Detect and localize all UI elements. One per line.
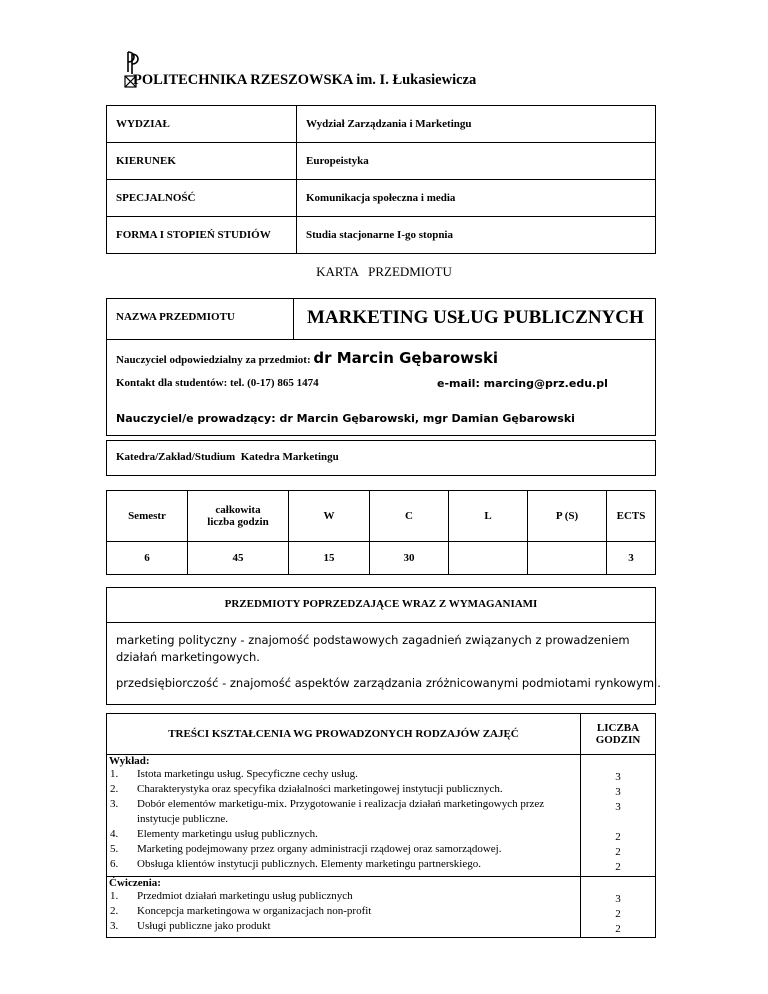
- info-row-faculty: [107, 106, 656, 143]
- faculty-info-table: [106, 105, 656, 254]
- value-cell: 6: [107, 542, 188, 575]
- info-value: Komunikacja społeczna i media: [297, 180, 656, 217]
- hours-header-row: [107, 491, 656, 542]
- item-number: 1.: [110, 768, 119, 780]
- item-text: Przedmiot działań marketingu usług publicznych: [137, 890, 353, 902]
- item-number: 1.: [110, 890, 119, 902]
- value-cell: 45: [188, 542, 289, 575]
- hours-value: 3: [615, 771, 621, 783]
- list-item: [107, 842, 580, 857]
- item-number: 6.: [110, 858, 119, 870]
- prerequisite-item: przedsiębiorczość - znajomość aspektów zarządzania zróżnicowanymi podmiotami rynkowymi.: [116, 676, 661, 690]
- header-cell: C: [370, 491, 449, 542]
- item-number: 2.: [110, 905, 119, 917]
- list-item: [107, 767, 580, 782]
- hours-value: 2: [615, 923, 621, 935]
- department: Katedra/Zakład/Studium Katedra Marketingu: [116, 451, 339, 463]
- responsible-teacher: [116, 349, 498, 367]
- contact-email: e-mail: marcing@prz.edu.pl: [437, 377, 608, 390]
- list-item: [107, 797, 580, 827]
- info-row-field: [107, 143, 656, 180]
- value-cell: 30: [370, 542, 449, 575]
- hours-table: [106, 490, 656, 575]
- list-item: [107, 904, 580, 919]
- item-number: 5.: [110, 843, 119, 855]
- exercises-hours: [581, 877, 656, 938]
- value-cell: 3: [607, 542, 656, 575]
- list-item: [107, 889, 580, 904]
- info-key: FORMA I STOPIEŃ STUDIÓW: [107, 217, 297, 254]
- value-cell: [528, 542, 607, 575]
- list-item: [107, 782, 580, 797]
- divider: [107, 339, 655, 340]
- info-row-specialty: [107, 180, 656, 217]
- header-cell: W: [289, 491, 370, 542]
- item-text: Elementy marketingu usług publicznych.: [137, 828, 318, 840]
- hours-value: 2: [615, 846, 621, 858]
- teachers-list: Nauczyciel/e prowadzący: dr Marcin Gębarowski, mgr Damian Gębarowski: [116, 412, 575, 425]
- header-cell: P (S): [528, 491, 607, 542]
- document-title: KARTA PRZEDMIOTU: [316, 264, 452, 279]
- info-key: WYDZIAŁ: [107, 106, 297, 143]
- item-text: Koncepcja marketingowa w organizacjach non-profit: [137, 905, 372, 917]
- item-text: Usługi publiczne jako produkt: [137, 920, 271, 932]
- header-cell: L: [449, 491, 528, 542]
- info-row-study-form: [107, 217, 656, 254]
- info-value: Wydział Zarządzania i Marketingu: [297, 106, 656, 143]
- item-number: 4.: [110, 828, 119, 840]
- info-value: Europeistyka: [297, 143, 656, 180]
- list-item: [107, 857, 580, 872]
- hours-value: 2: [615, 861, 621, 873]
- responsible-teacher-label: Nauczyciel odpowiedzialny za przedmiot:: [116, 354, 314, 366]
- prerequisites-header: [107, 588, 655, 623]
- university-title: POLITECHNIKA RZESZOWSKA im. I. Łukasiewicza: [133, 72, 477, 88]
- item-number: 2.: [110, 783, 119, 795]
- info-value: Studia stacjonarne I-go stopnia: [297, 217, 656, 254]
- exercises-section: [107, 877, 656, 938]
- hours-value: 3: [615, 893, 621, 905]
- header-cell: ECTS: [607, 491, 656, 542]
- exercises-title: Ćwiczenia:: [109, 877, 161, 889]
- hours-value: 3: [615, 801, 621, 813]
- content-header-row: [107, 714, 656, 755]
- department-box: [106, 440, 656, 476]
- lecture-hours: [581, 755, 656, 877]
- info-key: SPECJALNOŚĆ: [107, 180, 297, 217]
- course-content-table: [106, 713, 656, 938]
- exercises-topics: [107, 877, 581, 938]
- item-text: Charakterystyka oraz specyfika działalności marketingowej instytucji publicznych.: [137, 783, 503, 795]
- hours-value: 2: [615, 831, 621, 843]
- content-header: TREŚCI KSZTAŁCENIA WG PROWADZONYCH RODZAJÓW ZAJĘĆ: [107, 714, 581, 755]
- hours-header: LICZBA GODZIN: [581, 714, 656, 755]
- item-text: Obsługa klientów instytucji publicznych. Elementy marketingu partnerskiego.: [137, 858, 481, 870]
- value-cell: [449, 542, 528, 575]
- list-item: [107, 919, 580, 934]
- subject-name: MARKETING USŁUG PUBLICZNYCH: [307, 307, 644, 328]
- value-cell: 15: [289, 542, 370, 575]
- responsible-teacher-name: dr Marcin Gębarowski: [313, 349, 499, 367]
- contact-phone: Kontakt dla studentów: tel. (0-17) 865 1474: [116, 377, 319, 389]
- subject-name-label: NAZWA PRZEDMIOTU: [116, 311, 235, 323]
- item-text: Istota marketingu usług. Specyficzne cechy usług.: [137, 768, 358, 780]
- subject-box: [106, 298, 656, 436]
- header-cell: całkowita liczba godzin: [188, 491, 289, 542]
- item-text: Dobór elementów marketigu-mix. Przygotowanie i realizacja działań marketingowych przez instytucje publiczne.: [137, 798, 545, 825]
- prerequisites-box: [106, 587, 661, 705]
- lecture-topics: [107, 755, 581, 877]
- header-cell: Semestr: [107, 491, 188, 542]
- hours-value-row: [107, 542, 656, 575]
- prerequisite-item: marketing polityczny - znajomość podstawowych zagadnień związanych z prowadzeniem działań marketingowych.: [116, 633, 630, 664]
- list-item: [107, 827, 580, 842]
- divider: [293, 299, 294, 339]
- hours-value: 3: [615, 786, 621, 798]
- lecture-section: [107, 755, 656, 877]
- item-text: Marketing podejmowany przez organy administracji rządowej oraz samorządowej.: [137, 843, 502, 855]
- hours-value: 2: [615, 908, 621, 920]
- item-number: 3.: [110, 798, 119, 810]
- lecture-title: Wykład:: [109, 755, 150, 767]
- info-key: KIERUNEK: [107, 143, 297, 180]
- prerequisites-title: PRZEDMIOTY POPRZEDZAJĄCE WRAZ Z WYMAGANIAMI: [224, 598, 538, 610]
- item-number: 3.: [110, 920, 119, 932]
